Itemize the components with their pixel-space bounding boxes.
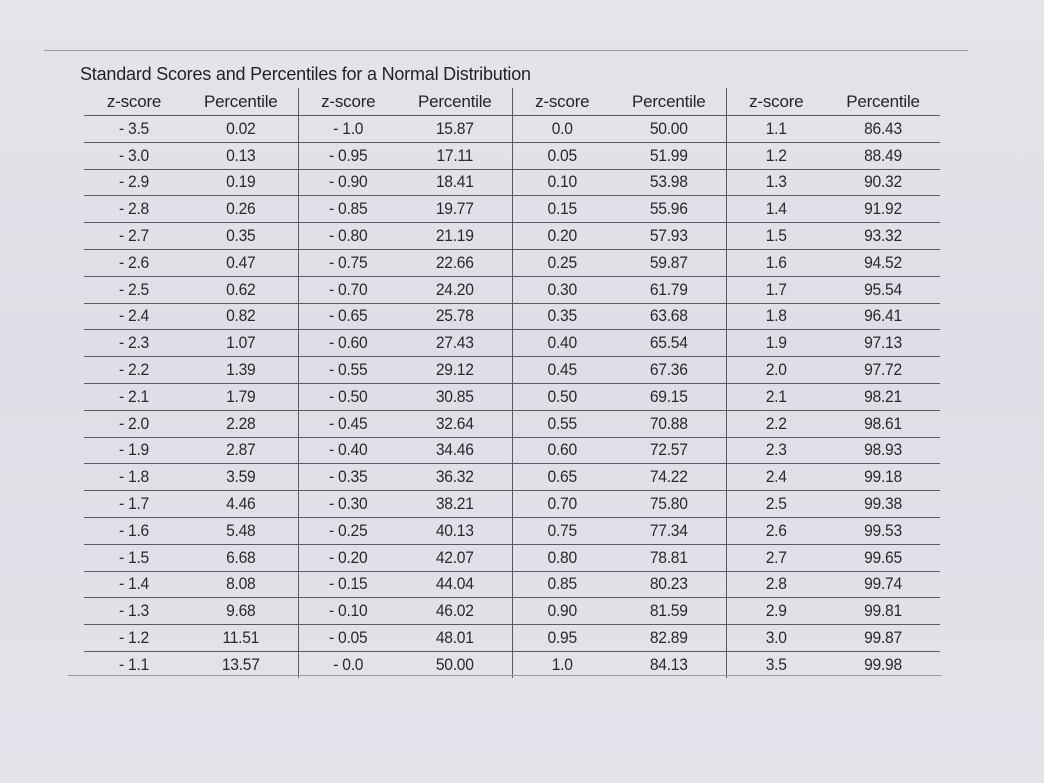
z-score-cell: 2.9 (730, 598, 822, 625)
header-row (84, 88, 940, 116)
percentile-cell: 97.13 (831, 330, 936, 357)
z-score-cell: 0.55 (516, 410, 608, 437)
table-row (84, 330, 940, 357)
table-row (84, 223, 940, 250)
z-score-cell: - 0.90 (302, 169, 394, 196)
percentile-cell: 21.19 (403, 223, 508, 250)
z-score-cell: 2.1 (730, 383, 822, 410)
percentile-cell: 99.18 (831, 464, 936, 491)
z-score-cell: 0.0 (516, 116, 608, 143)
table-row (84, 517, 940, 544)
header-z-score: z-score (106, 91, 162, 111)
z-score-cell: 0.35 (516, 303, 608, 330)
percentile-cell: 50.00 (403, 651, 508, 677)
percentile-cell: 24.20 (403, 276, 508, 303)
table-row (84, 383, 940, 410)
z-score-cell: - 2.5 (88, 276, 180, 303)
z-score-cell: - 1.8 (88, 464, 180, 491)
table-title: Standard Scores and Percentiles for a Normal Distribution (80, 64, 531, 84)
table-row (84, 142, 940, 169)
percentile-cell: 81.59 (617, 598, 722, 625)
percentile-cell: 84.13 (617, 651, 722, 677)
percentile-cell: 57.93 (617, 223, 722, 250)
percentile-cell: 44.04 (403, 571, 508, 598)
percentile-cell: 2.28 (189, 410, 294, 437)
z-score-cell: 0.85 (516, 571, 608, 598)
z-score-cell: 1.8 (730, 303, 822, 330)
percentile-cell: 32.64 (403, 410, 508, 437)
z-score-cell: 0.45 (516, 357, 608, 384)
z-score-cell: 0.70 (516, 491, 608, 518)
table-row (84, 598, 940, 625)
percentile-cell: 98.93 (831, 437, 936, 464)
z-score-cell: 1.3 (730, 169, 822, 196)
table-row (84, 303, 940, 330)
table-row (84, 410, 940, 437)
percentile-cell: 11.51 (189, 625, 294, 652)
z-score-cell: 0.25 (516, 249, 608, 276)
z-score-cell: - 0.75 (302, 249, 394, 276)
table-row (84, 571, 940, 598)
z-score-cell: - 2.8 (88, 196, 180, 223)
z-score-cell: - 0.25 (302, 517, 394, 544)
header-percentile: Percentile (612, 88, 726, 116)
z-score-cell: - 0.85 (302, 196, 394, 223)
percentile-cell: 0.19 (189, 169, 294, 196)
percentile-cell: 0.35 (189, 223, 294, 250)
table-row (84, 116, 940, 143)
z-score-cell: - 0.95 (302, 142, 394, 169)
table-row (84, 625, 940, 652)
header-z-score: z-score (535, 91, 590, 111)
z-score-cell: 2.4 (730, 464, 822, 491)
percentile-cell: 74.22 (617, 464, 722, 491)
header-percentile: Percentile (398, 88, 512, 116)
header-z-score: z-score (321, 91, 376, 111)
z-score-cell: - 2.7 (88, 223, 180, 250)
percentile-cell: 38.21 (403, 491, 508, 518)
z-score-cell: - 1.3 (88, 598, 180, 625)
percentile-cell: 1.39 (189, 357, 294, 384)
z-score-cell: - 2.2 (88, 357, 180, 384)
z-score-cell: - 0.55 (302, 357, 394, 384)
table-row (84, 276, 940, 303)
percentile-cell: 99.38 (831, 491, 936, 518)
percentile-cell: 53.98 (617, 169, 722, 196)
z-score-cell: 2.3 (730, 437, 822, 464)
percentile-cell: 13.57 (189, 651, 294, 677)
header-percentile: Percentile (184, 88, 298, 116)
percentile-cell: 0.62 (189, 276, 294, 303)
percentile-cell: 6.68 (189, 544, 294, 571)
table-row (84, 464, 940, 491)
z-score-cell: 2.8 (730, 571, 822, 598)
percentile-cell: 55.96 (617, 196, 722, 223)
percentile-cell: 3.59 (189, 464, 294, 491)
percentile-cell: 29.12 (403, 357, 508, 384)
percentile-cell: 96.41 (831, 303, 936, 330)
z-score-cell: 2.5 (730, 491, 822, 518)
bottom-rule (68, 675, 942, 676)
z-score-cell: 0.20 (516, 223, 608, 250)
z-score-cell: 0.75 (516, 517, 608, 544)
z-score-cell: 2.0 (730, 357, 822, 384)
z-score-cell: - 0.50 (302, 383, 394, 410)
header-percentile: Percentile (846, 91, 920, 111)
z-score-cell: - 0.10 (302, 598, 394, 625)
percentile-cell: 34.46 (403, 437, 508, 464)
z-score-cell: - 1.6 (88, 517, 180, 544)
z-score-cell: - 3.0 (88, 142, 180, 169)
percentile-cell: 77.34 (617, 517, 722, 544)
percentile-cell: 67.36 (617, 357, 722, 384)
percentile-cell: 2.87 (189, 437, 294, 464)
table-row (84, 544, 940, 571)
percentile-cell: 0.13 (189, 142, 294, 169)
z-score-cell: 2.6 (730, 517, 822, 544)
percentile-cell: 1.07 (189, 330, 294, 357)
z-score-cell: 0.95 (516, 625, 608, 652)
percentile-cell: 78.81 (617, 544, 722, 571)
z-score-cell: 1.1 (730, 116, 822, 143)
percentile-cell: 99.81 (831, 598, 936, 625)
percentile-cell: 46.02 (403, 598, 508, 625)
z-score-cell: - 2.6 (88, 249, 180, 276)
z-score-cell: - 1.9 (88, 437, 180, 464)
percentile-cell: 99.53 (831, 517, 936, 544)
percentile-cell: 98.61 (831, 410, 936, 437)
z-score-cell: 0.15 (516, 196, 608, 223)
percentile-cell: 0.02 (189, 116, 294, 143)
percentile-cell: 70.88 (617, 410, 722, 437)
percentile-cell: 17.11 (403, 142, 508, 169)
percentile-cell: 93.32 (831, 223, 936, 250)
z-score-cell: 0.65 (516, 464, 608, 491)
percentile-cell: 18.41 (403, 169, 508, 196)
percentile-cell: 99.87 (831, 625, 936, 652)
z-score-cell: - 0.30 (302, 491, 394, 518)
z-score-cell: 3.0 (730, 625, 822, 652)
z-score-cell: 0.90 (516, 598, 608, 625)
z-score-cell: 2.7 (730, 544, 822, 571)
z-score-cell: - 0.20 (302, 544, 394, 571)
percentile-cell: 0.47 (189, 249, 294, 276)
percentile-cell: 42.07 (403, 544, 508, 571)
percentile-cell: 75.80 (617, 491, 722, 518)
percentile-cell: 25.78 (403, 303, 508, 330)
percentile-cell: 86.43 (831, 116, 936, 143)
percentile-cell: 88.49 (831, 142, 936, 169)
z-score-cell: 0.05 (516, 142, 608, 169)
percentile-cell: 94.52 (831, 249, 936, 276)
percentile-cell: 80.23 (617, 571, 722, 598)
z-score-cell: - 2.0 (88, 410, 180, 437)
z-score-cell: - 0.15 (302, 571, 394, 598)
percentile-cell: 91.92 (831, 196, 936, 223)
z-score-cell: 0.80 (516, 544, 608, 571)
z-score-cell: - 0.70 (302, 276, 394, 303)
z-score-cell: - 0.0 (302, 651, 394, 677)
z-score-percentile-table (84, 88, 940, 678)
percentile-cell: 90.32 (831, 169, 936, 196)
z-score-cell: - 0.45 (302, 410, 394, 437)
percentile-cell: 69.15 (617, 383, 722, 410)
table-row (84, 249, 940, 276)
percentile-cell: 30.85 (403, 383, 508, 410)
percentile-cell: 0.82 (189, 303, 294, 330)
z-score-cell: - 1.5 (88, 544, 180, 571)
table-row (84, 651, 940, 677)
table-row (84, 169, 940, 196)
z-score-cell: - 1.0 (302, 116, 394, 143)
z-score-cell: 1.5 (730, 223, 822, 250)
z-score-cell: 1.7 (730, 276, 822, 303)
z-score-cell: 1.0 (516, 651, 608, 677)
z-score-cell: 1.6 (730, 249, 822, 276)
percentile-cell: 5.48 (189, 517, 294, 544)
percentile-cell: 61.79 (617, 276, 722, 303)
percentile-cell: 1.79 (189, 383, 294, 410)
percentile-cell: 65.54 (617, 330, 722, 357)
header-z-score: z-score (749, 91, 804, 111)
percentile-cell: 4.46 (189, 491, 294, 518)
percentile-cell: 0.26 (189, 196, 294, 223)
z-score-cell: - 0.35 (302, 464, 394, 491)
z-score-cell: - 1.1 (88, 651, 180, 677)
percentile-cell: 27.43 (403, 330, 508, 357)
percentile-cell: 95.54 (831, 276, 936, 303)
z-score-cell: 0.50 (516, 383, 608, 410)
z-score-cell: 3.5 (730, 651, 822, 677)
percentile-cell: 98.21 (831, 383, 936, 410)
z-score-cell: - 2.9 (88, 169, 180, 196)
z-score-cell: - 0.40 (302, 437, 394, 464)
z-score-cell: 0.60 (516, 437, 608, 464)
percentile-cell: 8.08 (189, 571, 294, 598)
percentile-cell: 50.00 (617, 116, 722, 143)
z-score-cell: - 0.65 (302, 303, 394, 330)
z-score-cell: - 1.7 (88, 491, 180, 518)
percentile-cell: 63.68 (617, 303, 722, 330)
z-score-cell: - 1.4 (88, 571, 180, 598)
percentile-cell: 99.98 (831, 651, 936, 677)
percentile-cell: 22.66 (403, 249, 508, 276)
z-score-cell: 1.4 (730, 196, 822, 223)
percentile-cell: 19.77 (403, 196, 508, 223)
percentile-cell: 97.72 (831, 357, 936, 384)
percentile-cell: 82.89 (617, 625, 722, 652)
table-row (84, 196, 940, 223)
z-score-cell: - 3.5 (88, 116, 180, 143)
z-score-cell: 2.2 (730, 410, 822, 437)
percentile-cell: 48.01 (403, 625, 508, 652)
percentile-cell: 59.87 (617, 249, 722, 276)
table-row (84, 437, 940, 464)
top-rule (44, 50, 968, 51)
percentile-cell: 40.13 (403, 517, 508, 544)
z-score-cell: 0.40 (516, 330, 608, 357)
percentile-cell: 36.32 (403, 464, 508, 491)
table-body (84, 116, 940, 678)
z-score-cell: 1.9 (730, 330, 822, 357)
z-score-cell: - 2.4 (88, 303, 180, 330)
z-score-cell: - 0.80 (302, 223, 394, 250)
z-score-cell: - 0.05 (302, 625, 394, 652)
z-score-cell: - 0.60 (302, 330, 394, 357)
z-score-cell: 1.2 (730, 142, 822, 169)
z-score-cell: - 2.3 (88, 330, 180, 357)
percentile-cell: 72.57 (617, 437, 722, 464)
percentile-cell: 15.87 (403, 116, 508, 143)
z-score-cell: 0.10 (516, 169, 608, 196)
table-row (84, 357, 940, 384)
percentile-cell: 99.74 (831, 571, 936, 598)
percentile-cell: 51.99 (617, 142, 722, 169)
z-score-cell: - 2.1 (88, 383, 180, 410)
table-row (84, 491, 940, 518)
z-score-cell: 0.30 (516, 276, 608, 303)
z-score-cell: - 1.2 (88, 625, 180, 652)
percentile-cell: 99.65 (831, 544, 936, 571)
percentile-cell: 9.68 (189, 598, 294, 625)
